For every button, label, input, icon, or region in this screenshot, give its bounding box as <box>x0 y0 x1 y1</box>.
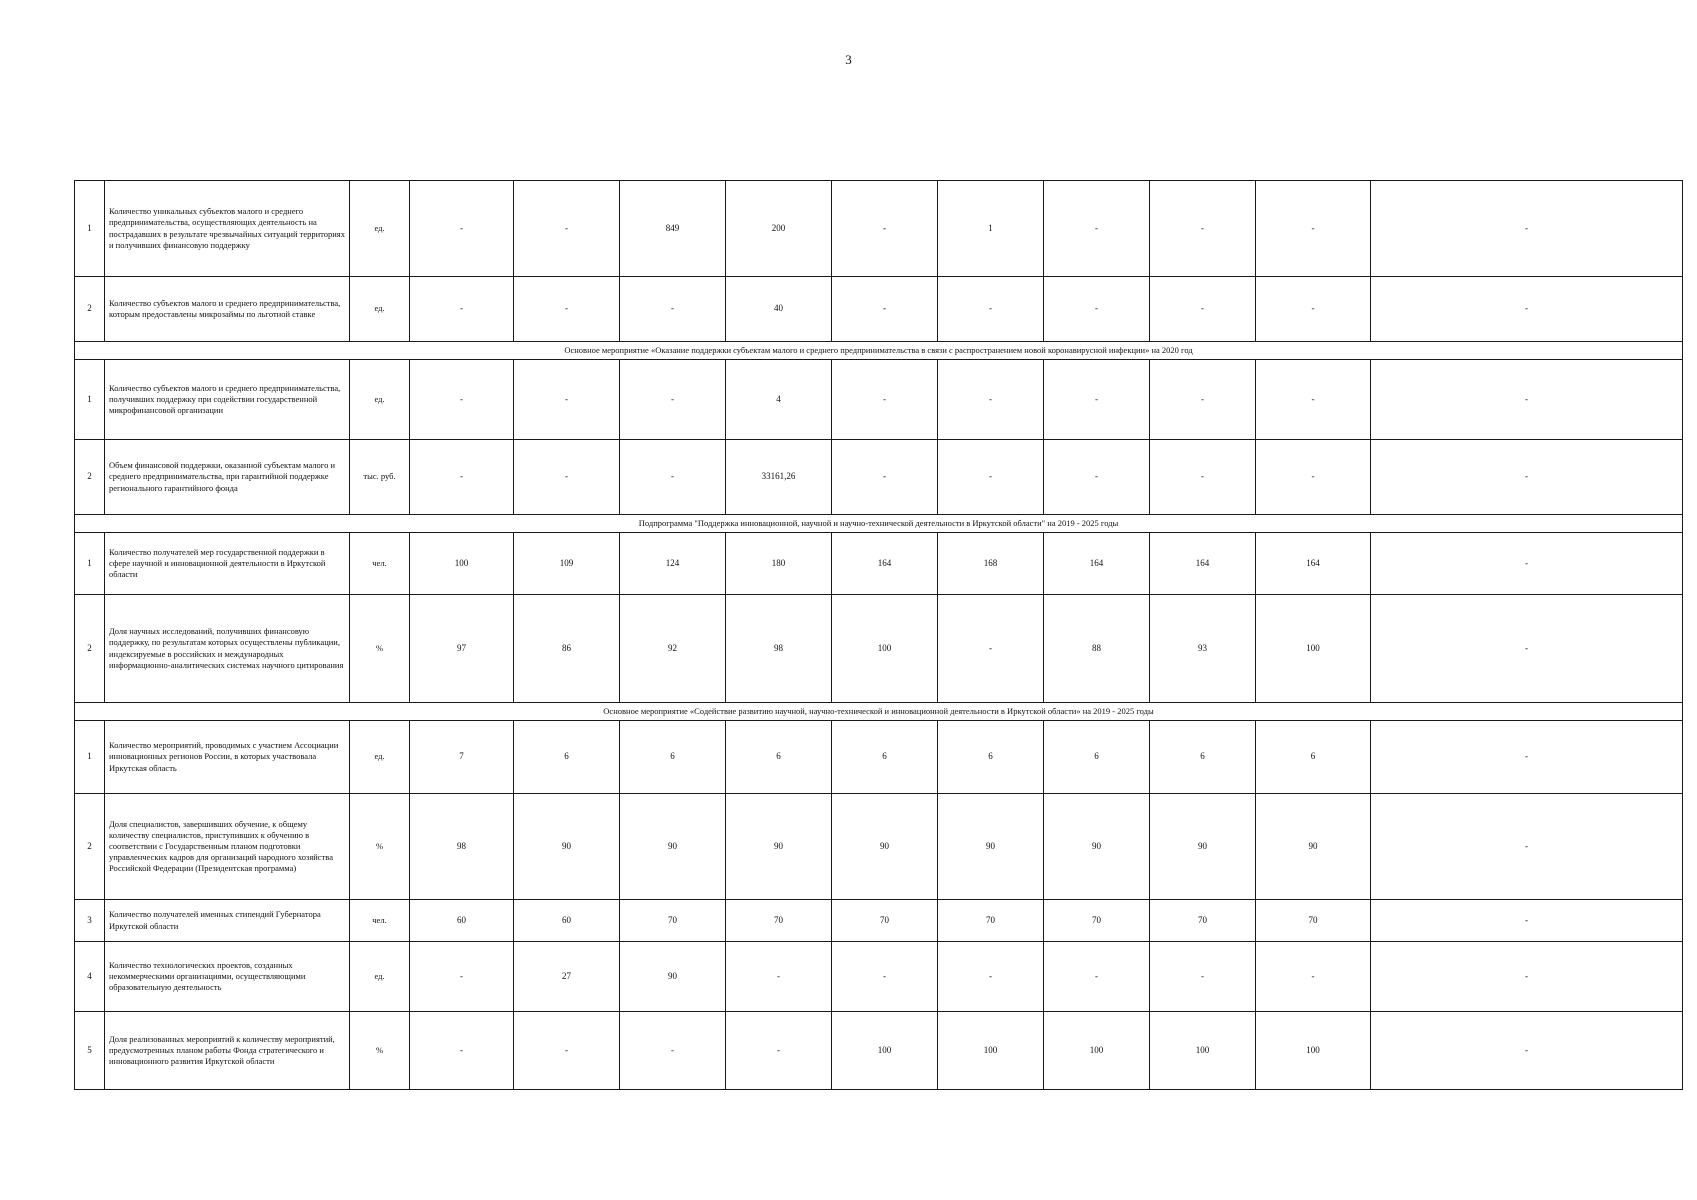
unit-cell: ед. <box>350 942 410 1012</box>
section-title: Основное мероприятие «Оказание поддержки субъектам малого и среднего предпринимательства в связи с распространением новой коронавирусной инфекции» на 2020 год <box>75 342 1683 360</box>
unit-cell: ед. <box>350 277 410 342</box>
value-cell: 90 <box>1256 794 1371 900</box>
value-cell: - <box>1256 181 1371 277</box>
unit-cell: ед. <box>350 181 410 277</box>
value-cell: 60 <box>410 900 514 942</box>
value-cell: - <box>1150 181 1256 277</box>
value-cell: 200 <box>726 181 832 277</box>
value-cell: 100 <box>1256 1012 1371 1090</box>
value-cell: - <box>1371 277 1683 342</box>
table-row <box>75 595 1683 703</box>
value-cell: 60 <box>514 900 620 942</box>
value-cell: 6 <box>514 721 620 794</box>
value-cell: 90 <box>938 794 1044 900</box>
value-cell: 100 <box>1150 1012 1256 1090</box>
value-cell: 7 <box>410 721 514 794</box>
table-body <box>75 181 1683 1090</box>
unit-cell: чел. <box>350 533 410 595</box>
value-cell: - <box>1371 440 1683 515</box>
table-row <box>75 533 1683 595</box>
value-cell: - <box>1371 900 1683 942</box>
table-row <box>75 440 1683 515</box>
value-cell: 1 <box>938 181 1044 277</box>
section-header-row <box>75 515 1683 533</box>
value-cell: 27 <box>514 942 620 1012</box>
indicator-name: Количество субъектов малого и среднего предпринимательства, которым предоставлены микрозаймы по льготной ставке <box>105 277 350 342</box>
value-cell: 90 <box>1150 794 1256 900</box>
indicator-name: Количество технологических проектов, созданных некоммерческими организациями, осуществляющими образовательную деятельность <box>105 942 350 1012</box>
table-row <box>75 721 1683 794</box>
value-cell: - <box>1371 533 1683 595</box>
value-cell: 90 <box>1044 794 1150 900</box>
value-cell: 100 <box>1256 595 1371 703</box>
row-number: 4 <box>75 942 105 1012</box>
indicator-name: Количество получателей именных стипендий Губернатора Иркутской области <box>105 900 350 942</box>
value-cell: - <box>1371 181 1683 277</box>
row-number: 1 <box>75 533 105 595</box>
section-header-row <box>75 703 1683 721</box>
indicator-name: Доля научных исследований, получивших финансовую поддержку, по результатам которых осуществлены публикации, индексируемые в российских и международных информационно-аналитических системах научного цитирования <box>105 595 350 703</box>
value-cell: 6 <box>1256 721 1371 794</box>
value-cell: - <box>1044 277 1150 342</box>
page-number: 3 <box>845 52 852 67</box>
value-cell: 98 <box>410 794 514 900</box>
value-cell: - <box>620 360 726 440</box>
value-cell: 100 <box>832 1012 938 1090</box>
value-cell: - <box>514 277 620 342</box>
value-cell: - <box>938 360 1044 440</box>
value-cell: 90 <box>514 794 620 900</box>
value-cell: 124 <box>620 533 726 595</box>
table-row <box>75 900 1683 942</box>
value-cell: 93 <box>1150 595 1256 703</box>
value-cell: - <box>726 942 832 1012</box>
value-cell: - <box>832 181 938 277</box>
value-cell: - <box>938 595 1044 703</box>
value-cell: - <box>410 181 514 277</box>
value-cell: - <box>938 277 1044 342</box>
value-cell: - <box>620 277 726 342</box>
value-cell: - <box>832 942 938 1012</box>
value-cell: 109 <box>514 533 620 595</box>
value-cell: 70 <box>726 900 832 942</box>
row-number: 1 <box>75 360 105 440</box>
value-cell: 90 <box>620 942 726 1012</box>
value-cell: 70 <box>938 900 1044 942</box>
value-cell: 92 <box>620 595 726 703</box>
unit-cell: % <box>350 595 410 703</box>
value-cell: - <box>1256 360 1371 440</box>
value-cell: 6 <box>1150 721 1256 794</box>
value-cell: - <box>1371 721 1683 794</box>
row-number: 1 <box>75 721 105 794</box>
value-cell: 70 <box>620 900 726 942</box>
value-cell: 40 <box>726 277 832 342</box>
unit-cell: ед. <box>350 721 410 794</box>
value-cell: 164 <box>1150 533 1256 595</box>
value-cell: 164 <box>832 533 938 595</box>
value-cell: 70 <box>1150 900 1256 942</box>
value-cell: 100 <box>938 1012 1044 1090</box>
indicator-name: Доля специалистов, завершивших обучение, к общему количеству специалистов, приступивших к обучению в соответствии с Государственным планом подготовки управленческих кадров для организаций народного хозяйства Российской Федерации (Президентская программа) <box>105 794 350 900</box>
value-cell: - <box>410 440 514 515</box>
value-cell: 6 <box>1044 721 1150 794</box>
unit-cell: тыс. руб. <box>350 440 410 515</box>
table-row <box>75 1012 1683 1090</box>
value-cell: 4 <box>726 360 832 440</box>
indicator-name: Количество уникальных субъектов малого и среднего предпринимательства, осуществляющих деятельность на пострадавших в результате чрезвычайных ситуаций территориях и получивших финансовую поддержку <box>105 181 350 277</box>
row-number: 2 <box>75 440 105 515</box>
row-number: 2 <box>75 277 105 342</box>
value-cell: 164 <box>1256 533 1371 595</box>
value-cell: 33161,26 <box>726 440 832 515</box>
value-cell: - <box>1150 277 1256 342</box>
indicator-name: Количество субъектов малого и среднего предпринимательства, получивших поддержку при содействии государственной микрофинансовой организации <box>105 360 350 440</box>
value-cell: - <box>410 942 514 1012</box>
row-number: 3 <box>75 900 105 942</box>
value-cell: - <box>832 360 938 440</box>
value-cell: 6 <box>832 721 938 794</box>
value-cell: 70 <box>1044 900 1150 942</box>
value-cell: - <box>410 277 514 342</box>
value-cell: - <box>938 942 1044 1012</box>
indicator-name: Количество получателей мер государственной поддержки в сфере научной и инновационной деятельности в Иркутской области <box>105 533 350 595</box>
section-title: Основное мероприятие «Содействие развитию научной, научно-технической и инновационной деятельности в Иркутской области» на 2019 - 2025 годы <box>75 703 1683 721</box>
indicator-name: Объем финансовой поддержки, оказанной субъектам малого и среднего предпринимательства, при гарантийной поддержке регионального гарантийного фонда <box>105 440 350 515</box>
value-cell: 6 <box>620 721 726 794</box>
value-cell: 6 <box>726 721 832 794</box>
value-cell: 97 <box>410 595 514 703</box>
unit-cell: ед. <box>350 360 410 440</box>
value-cell: 70 <box>832 900 938 942</box>
value-cell: - <box>832 440 938 515</box>
value-cell: - <box>1044 181 1150 277</box>
value-cell: 100 <box>832 595 938 703</box>
value-cell: - <box>1371 360 1683 440</box>
value-cell: - <box>514 181 620 277</box>
value-cell: - <box>1256 942 1371 1012</box>
row-number: 1 <box>75 181 105 277</box>
value-cell: - <box>620 1012 726 1090</box>
value-cell: 90 <box>832 794 938 900</box>
value-cell: - <box>1150 440 1256 515</box>
indicators-table <box>74 180 1683 1090</box>
value-cell: - <box>620 440 726 515</box>
value-cell: 180 <box>726 533 832 595</box>
section-title: Подпрограмма "Поддержка инновационной, научной и научно-технической деятельности в Иркутской области" на 2019 - 2025 годы <box>75 515 1683 533</box>
value-cell: 90 <box>726 794 832 900</box>
value-cell: 100 <box>410 533 514 595</box>
row-number: 5 <box>75 1012 105 1090</box>
value-cell: - <box>938 440 1044 515</box>
value-cell: - <box>1150 360 1256 440</box>
unit-cell: % <box>350 1012 410 1090</box>
value-cell: 164 <box>1044 533 1150 595</box>
value-cell: - <box>410 360 514 440</box>
row-number: 2 <box>75 794 105 900</box>
value-cell: - <box>1044 440 1150 515</box>
value-cell: 70 <box>1256 900 1371 942</box>
section-header-row <box>75 342 1683 360</box>
value-cell: - <box>1150 942 1256 1012</box>
row-number: 2 <box>75 595 105 703</box>
value-cell: - <box>1256 277 1371 342</box>
value-cell: 100 <box>1044 1012 1150 1090</box>
table-row <box>75 942 1683 1012</box>
value-cell: 88 <box>1044 595 1150 703</box>
indicator-name: Количество мероприятий, проводимых с участием Ассоциации инновационных регионов России, в которых участвовала Иркутская область <box>105 721 350 794</box>
table-row <box>75 360 1683 440</box>
value-cell: 90 <box>620 794 726 900</box>
value-cell: 168 <box>938 533 1044 595</box>
table-row <box>75 277 1683 342</box>
value-cell: - <box>1371 595 1683 703</box>
value-cell: 849 <box>620 181 726 277</box>
value-cell: 86 <box>514 595 620 703</box>
value-cell: - <box>1371 794 1683 900</box>
value-cell: - <box>514 440 620 515</box>
value-cell: - <box>1371 942 1683 1012</box>
value-cell: - <box>514 1012 620 1090</box>
value-cell: 6 <box>938 721 1044 794</box>
value-cell: - <box>514 360 620 440</box>
value-cell: - <box>832 277 938 342</box>
value-cell: - <box>1256 440 1371 515</box>
table-row <box>75 181 1683 277</box>
table-row <box>75 794 1683 900</box>
value-cell: 98 <box>726 595 832 703</box>
value-cell: - <box>1044 942 1150 1012</box>
value-cell: - <box>1371 1012 1683 1090</box>
unit-cell: % <box>350 794 410 900</box>
value-cell: - <box>1044 360 1150 440</box>
value-cell: - <box>726 1012 832 1090</box>
unit-cell: чел. <box>350 900 410 942</box>
indicator-name: Доля реализованных мероприятий к количеству мероприятий, предусмотренных планом работы Фонда стратегического и инновационного развития Иркутской области <box>105 1012 350 1090</box>
value-cell: - <box>410 1012 514 1090</box>
